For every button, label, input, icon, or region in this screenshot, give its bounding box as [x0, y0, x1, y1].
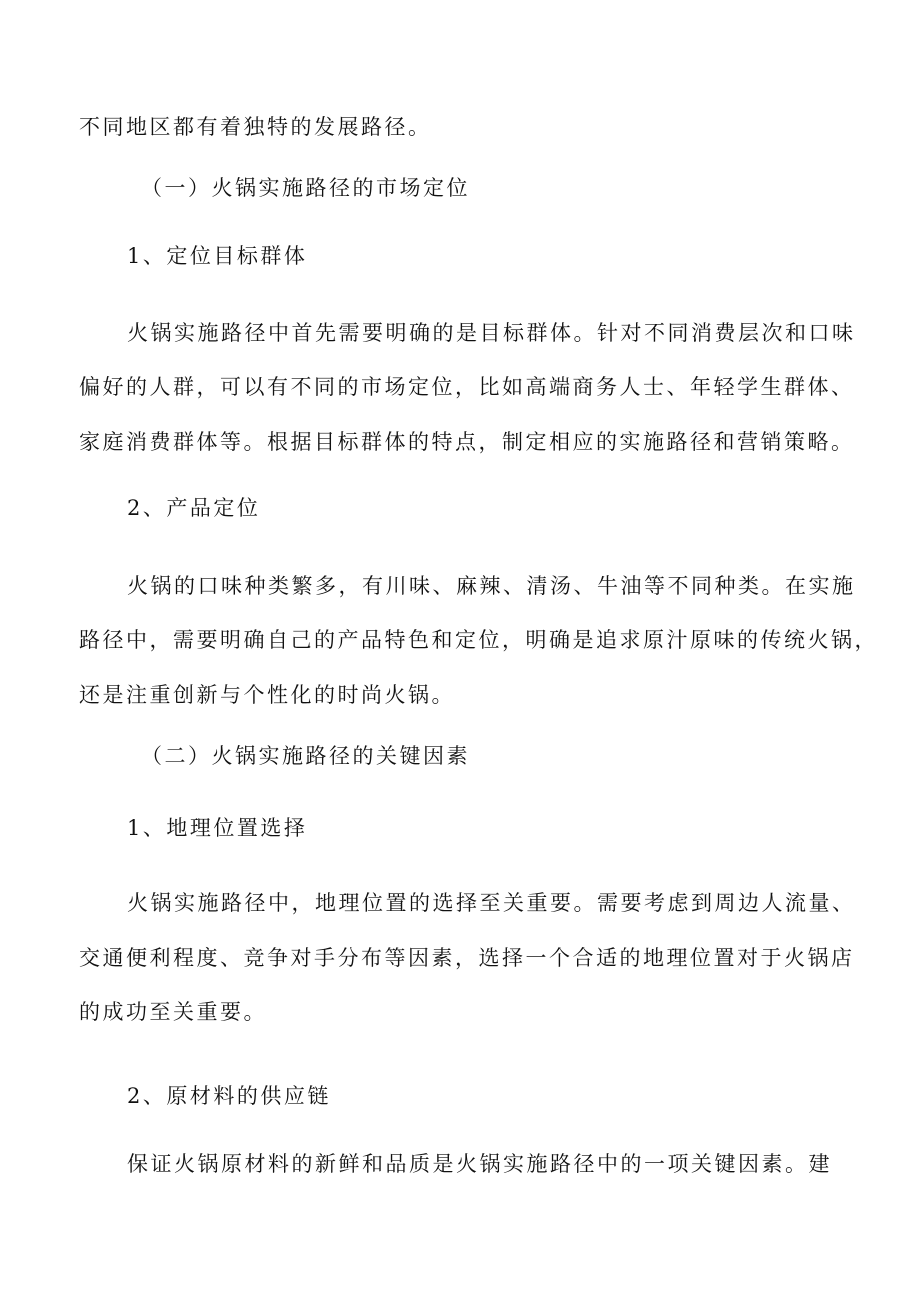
paragraph-line: 还是注重创新与个性化的时尚火锅。	[79, 683, 455, 707]
paragraph-continuation: 不同地区都有着独特的发展路径。	[79, 115, 432, 139]
paragraph-line: 交通便利程度、竞争对手分布等因素，选择一个合适的地理位置对于火锅店	[79, 946, 855, 970]
section-heading-2: （二）火锅实施路径的关键因素	[141, 744, 470, 768]
paragraph-line: 火锅实施路径中首先需要明确的是目标群体。针对不同消费层次和口味	[127, 321, 856, 345]
paragraph-line: 偏好的人群，可以有不同的市场定位，比如高端商务人士、年轻学生群体、	[79, 375, 855, 399]
paragraph-line: 家庭消费群体等。根据目标群体的特点，制定相应的实施路径和营销策略。	[79, 430, 855, 454]
paragraph-line: 火锅实施路径中，地理位置的选择至关重要。需要考虑到周边人流量、	[127, 891, 856, 915]
paragraph-line: 路径中，需要明确自己的产品特色和定位，明确是追求原汁原味的传统火锅，	[79, 628, 878, 652]
paragraph-line: 保证火锅原材料的新鲜和品质是火锅实施路径中的一项关键因素。建	[127, 1152, 832, 1176]
paragraph-line: 的成功至关重要。	[79, 1000, 267, 1024]
subsection-heading-2-2: 2、原材料的供应链	[127, 1084, 331, 1108]
subsection-heading-2-1: 1、地理位置选择	[127, 816, 308, 840]
section-heading-1: （一）火锅实施路径的市场定位	[141, 176, 470, 200]
subsection-heading-1-2: 2、产品定位	[127, 496, 261, 520]
subsection-heading-1-1: 1、定位目标群体	[127, 244, 308, 268]
paragraph-line: 火锅的口味种类繁多，有川味、麻辣、清汤、牛油等不同种类。在实施	[127, 574, 856, 598]
